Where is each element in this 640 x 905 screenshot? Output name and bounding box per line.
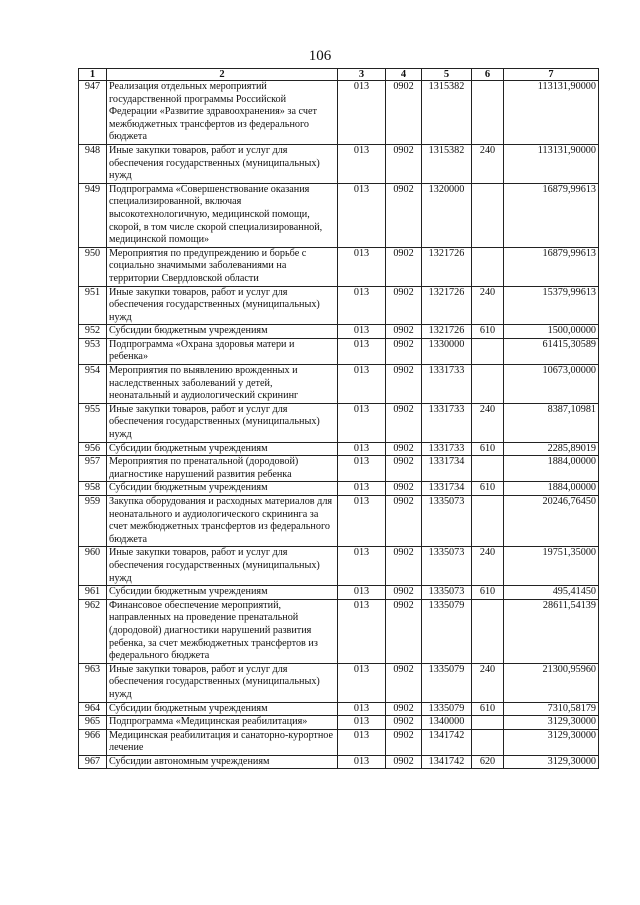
section-code-cell: 0902 xyxy=(386,599,422,663)
expense-type-cell: 240 xyxy=(472,286,504,325)
row-name-cell: Субсидии автономным учреждениям xyxy=(107,755,338,769)
row-number-cell: 960 xyxy=(79,547,107,586)
target-article-cell: 1335073 xyxy=(422,586,472,600)
target-article-cell: 1330000 xyxy=(422,338,472,364)
table-row xyxy=(79,403,599,442)
target-article-cell: 1331733 xyxy=(422,403,472,442)
row-name-cell: Мероприятия по выявлению врожденных и наследственных заболеваний у детей, неонатальный и аудиологический скрининг xyxy=(107,365,338,404)
expense-type-cell xyxy=(472,183,504,247)
expense-type-cell xyxy=(472,338,504,364)
table-row xyxy=(79,286,599,325)
column-header: 4 xyxy=(386,69,422,81)
section-code-cell: 0902 xyxy=(386,81,422,145)
amount-cell: 3129,30000 xyxy=(504,729,599,755)
target-article-cell: 1315382 xyxy=(422,81,472,145)
section-code-cell: 0902 xyxy=(386,716,422,730)
row-number-cell: 967 xyxy=(79,755,107,769)
target-article-cell: 1335079 xyxy=(422,599,472,663)
section-code-cell: 0902 xyxy=(386,586,422,600)
target-article-cell: 1335079 xyxy=(422,663,472,702)
section-code-cell: 0902 xyxy=(386,442,422,456)
amount-cell: 2285,89019 xyxy=(504,442,599,456)
row-number-cell: 952 xyxy=(79,325,107,339)
row-number-cell: 963 xyxy=(79,663,107,702)
ministry-code-cell: 013 xyxy=(338,496,386,547)
expense-type-cell: 620 xyxy=(472,755,504,769)
amount-cell: 15379,99613 xyxy=(504,286,599,325)
target-article-cell: 1321726 xyxy=(422,286,472,325)
row-name-cell: Медицинская реабилитация и санаторно-курортное лечение xyxy=(107,729,338,755)
expense-type-cell xyxy=(472,729,504,755)
row-name-cell: Иные закупки товаров, работ и услуг для обеспечения государственных (муниципальных) нужд xyxy=(107,547,338,586)
row-name-cell: Подпрограмма «Охрана здоровья матери и ребенка» xyxy=(107,338,338,364)
target-article-cell: 1315382 xyxy=(422,144,472,183)
row-name-cell: Закупка оборудования и расходных материалов для неонатального и аудиологического скрининга за счет межбюджетных трансфертов из федерального бюджета xyxy=(107,496,338,547)
row-name-cell: Субсидии бюджетным учреждениям xyxy=(107,586,338,600)
table-row xyxy=(79,442,599,456)
expense-type-cell: 610 xyxy=(472,482,504,496)
section-code-cell: 0902 xyxy=(386,286,422,325)
expense-type-cell: 610 xyxy=(472,442,504,456)
ministry-code-cell: 013 xyxy=(338,81,386,145)
table-row xyxy=(79,663,599,702)
amount-cell: 495,41450 xyxy=(504,586,599,600)
ministry-code-cell: 013 xyxy=(338,755,386,769)
amount-cell: 1884,00000 xyxy=(504,482,599,496)
amount-cell: 1500,00000 xyxy=(504,325,599,339)
row-name-cell: Субсидии бюджетным учреждениям xyxy=(107,482,338,496)
ministry-code-cell: 013 xyxy=(338,325,386,339)
ministry-code-cell: 013 xyxy=(338,599,386,663)
amount-cell: 3129,30000 xyxy=(504,716,599,730)
row-number-cell: 950 xyxy=(79,247,107,286)
column-header: 1 xyxy=(79,69,107,81)
table-row xyxy=(79,144,599,183)
expense-type-cell xyxy=(472,247,504,286)
amount-cell: 20246,76450 xyxy=(504,496,599,547)
row-name-cell: Мероприятия по предупреждению и борьбе с социально значимыми заболеваниями на территории Свердловской области xyxy=(107,247,338,286)
row-name-cell: Иные закупки товаров, работ и услуг для обеспечения государственных (муниципальных) нужд xyxy=(107,144,338,183)
section-code-cell: 0902 xyxy=(386,365,422,404)
amount-cell: 16879,99613 xyxy=(504,247,599,286)
ministry-code-cell: 013 xyxy=(338,456,386,482)
expense-type-cell xyxy=(472,81,504,145)
table-header-row xyxy=(79,69,599,81)
row-name-cell: Подпрограмма «Совершенствование оказания специализированной, включая высокотехнологичную, медицинской помощи, скорой, в том числе скорой специализированной, медицинской помощи» xyxy=(107,183,338,247)
table-row xyxy=(79,496,599,547)
ministry-code-cell: 013 xyxy=(338,144,386,183)
table-row xyxy=(79,716,599,730)
expense-type-cell: 610 xyxy=(472,586,504,600)
ministry-code-cell: 013 xyxy=(338,183,386,247)
page-number: 106 xyxy=(308,48,332,64)
row-number-cell: 947 xyxy=(79,81,107,145)
row-name-cell: Иные закупки товаров, работ и услуг для обеспечения государственных (муниципальных) нужд xyxy=(107,403,338,442)
target-article-cell: 1320000 xyxy=(422,183,472,247)
section-code-cell: 0902 xyxy=(386,496,422,547)
section-code-cell: 0902 xyxy=(386,325,422,339)
row-name-cell: Мероприятия по пренатальной (дородовой) диагностике нарушений развития ребенка xyxy=(107,456,338,482)
ministry-code-cell: 013 xyxy=(338,586,386,600)
table-body xyxy=(79,81,599,769)
column-header: 6 xyxy=(472,69,504,81)
amount-cell: 61415,30589 xyxy=(504,338,599,364)
row-number-cell: 948 xyxy=(79,144,107,183)
table-row xyxy=(79,482,599,496)
target-article-cell: 1331733 xyxy=(422,442,472,456)
row-number-cell: 958 xyxy=(79,482,107,496)
row-name-cell: Субсидии бюджетным учреждениям xyxy=(107,702,338,716)
row-name-cell: Реализация отдельных мероприятий государственной программы Российской Федерации «Развитие здравоохранения» за счет межбюджетных трансфертов из федерального бюджета xyxy=(107,81,338,145)
section-code-cell: 0902 xyxy=(386,755,422,769)
table-row xyxy=(79,325,599,339)
section-code-cell: 0902 xyxy=(386,183,422,247)
target-article-cell: 1335073 xyxy=(422,496,472,547)
table-row xyxy=(79,456,599,482)
row-name-cell: Подпрограмма «Медицинская реабилитация» xyxy=(107,716,338,730)
section-code-cell: 0902 xyxy=(386,547,422,586)
target-article-cell: 1331734 xyxy=(422,482,472,496)
target-article-cell: 1331733 xyxy=(422,365,472,404)
expense-type-cell xyxy=(472,456,504,482)
row-name-cell: Иные закупки товаров, работ и услуг для обеспечения государственных (муниципальных) нужд xyxy=(107,663,338,702)
amount-cell: 113131,90000 xyxy=(504,81,599,145)
table-row xyxy=(79,81,599,145)
target-article-cell: 1335079 xyxy=(422,702,472,716)
section-code-cell: 0902 xyxy=(386,403,422,442)
amount-cell: 1884,00000 xyxy=(504,456,599,482)
section-code-cell: 0902 xyxy=(386,729,422,755)
target-article-cell: 1321726 xyxy=(422,325,472,339)
ministry-code-cell: 013 xyxy=(338,729,386,755)
row-name-cell: Субсидии бюджетным учреждениям xyxy=(107,325,338,339)
ministry-code-cell: 013 xyxy=(338,702,386,716)
budget-table xyxy=(78,68,599,769)
table-row xyxy=(79,547,599,586)
amount-cell: 10673,00000 xyxy=(504,365,599,404)
expense-type-cell: 240 xyxy=(472,403,504,442)
section-code-cell: 0902 xyxy=(386,456,422,482)
table-row xyxy=(79,702,599,716)
table-row xyxy=(79,729,599,755)
target-article-cell: 1321726 xyxy=(422,247,472,286)
row-number-cell: 951 xyxy=(79,286,107,325)
row-number-cell: 964 xyxy=(79,702,107,716)
ministry-code-cell: 013 xyxy=(338,286,386,325)
amount-cell: 3129,30000 xyxy=(504,755,599,769)
target-article-cell: 1341742 xyxy=(422,729,472,755)
amount-cell: 113131,90000 xyxy=(504,144,599,183)
table-row xyxy=(79,365,599,404)
amount-cell: 8387,10981 xyxy=(504,403,599,442)
target-article-cell: 1335073 xyxy=(422,547,472,586)
table-row xyxy=(79,599,599,663)
row-number-cell: 961 xyxy=(79,586,107,600)
column-header: 5 xyxy=(422,69,472,81)
expense-type-cell: 240 xyxy=(472,663,504,702)
target-article-cell: 1331734 xyxy=(422,456,472,482)
ministry-code-cell: 013 xyxy=(338,403,386,442)
row-name-cell: Субсидии бюджетным учреждениям xyxy=(107,442,338,456)
row-number-cell: 957 xyxy=(79,456,107,482)
row-number-cell: 956 xyxy=(79,442,107,456)
section-code-cell: 0902 xyxy=(386,144,422,183)
expense-type-cell xyxy=(472,716,504,730)
row-number-cell: 965 xyxy=(79,716,107,730)
expense-type-cell: 610 xyxy=(472,325,504,339)
section-code-cell: 0902 xyxy=(386,702,422,716)
table-row xyxy=(79,755,599,769)
row-number-cell: 959 xyxy=(79,496,107,547)
ministry-code-cell: 013 xyxy=(338,247,386,286)
ministry-code-cell: 013 xyxy=(338,442,386,456)
row-number-cell: 955 xyxy=(79,403,107,442)
expense-type-cell: 240 xyxy=(472,547,504,586)
table-row xyxy=(79,338,599,364)
amount-cell: 7310,58179 xyxy=(504,702,599,716)
row-name-cell: Финансовое обеспечение мероприятий, направленных на проведение пренатальной (дородовой) диагностики нарушений развития ребенка, за счет межбюджетных трансфертов из федерального бюджета xyxy=(107,599,338,663)
ministry-code-cell: 013 xyxy=(338,663,386,702)
row-number-cell: 954 xyxy=(79,365,107,404)
row-name-cell: Иные закупки товаров, работ и услуг для обеспечения государственных (муниципальных) нужд xyxy=(107,286,338,325)
section-code-cell: 0902 xyxy=(386,663,422,702)
ministry-code-cell: 013 xyxy=(338,716,386,730)
ministry-code-cell: 013 xyxy=(338,547,386,586)
ministry-code-cell: 013 xyxy=(338,482,386,496)
table-row xyxy=(79,247,599,286)
column-header: 7 xyxy=(504,69,599,81)
expense-type-cell xyxy=(472,599,504,663)
column-header: 2 xyxy=(107,69,338,81)
table-row xyxy=(79,183,599,247)
amount-cell: 21300,95960 xyxy=(504,663,599,702)
ministry-code-cell: 013 xyxy=(338,365,386,404)
row-number-cell: 949 xyxy=(79,183,107,247)
amount-cell: 16879,99613 xyxy=(504,183,599,247)
column-header: 3 xyxy=(338,69,386,81)
amount-cell: 19751,35000 xyxy=(504,547,599,586)
expense-type-cell xyxy=(472,365,504,404)
ministry-code-cell: 013 xyxy=(338,338,386,364)
table-row xyxy=(79,586,599,600)
amount-cell: 28611,54139 xyxy=(504,599,599,663)
section-code-cell: 0902 xyxy=(386,247,422,286)
target-article-cell: 1340000 xyxy=(422,716,472,730)
row-number-cell: 966 xyxy=(79,729,107,755)
expense-type-cell xyxy=(472,496,504,547)
expense-type-cell: 610 xyxy=(472,702,504,716)
row-number-cell: 953 xyxy=(79,338,107,364)
expense-type-cell: 240 xyxy=(472,144,504,183)
target-article-cell: 1341742 xyxy=(422,755,472,769)
section-code-cell: 0902 xyxy=(386,338,422,364)
row-number-cell: 962 xyxy=(79,599,107,663)
section-code-cell: 0902 xyxy=(386,482,422,496)
